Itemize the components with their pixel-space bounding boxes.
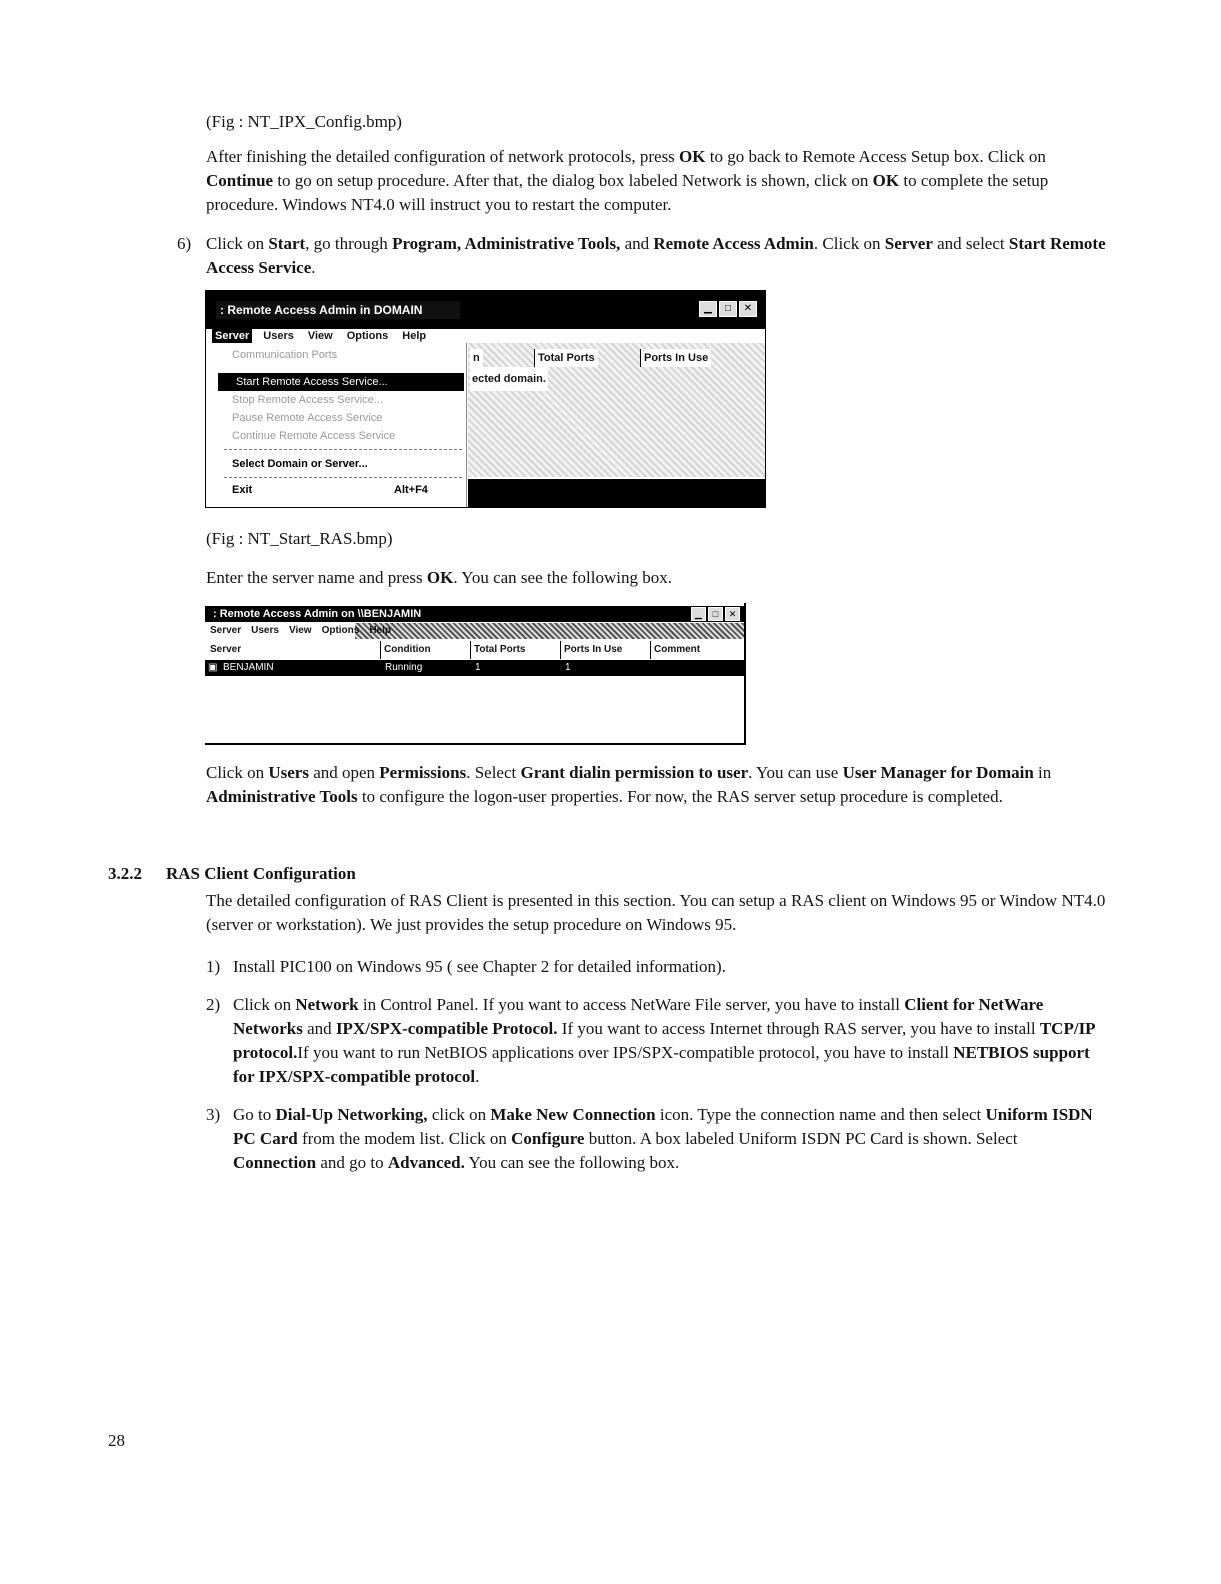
section-number: 3.2.2 [108, 864, 142, 883]
bold-uniform-isdn: Uniform ISDN PC Card [233, 1105, 1093, 1148]
column-server[interactable]: Server [210, 644, 242, 655]
bold-grant-dialin: Grant dialin permission to user [520, 763, 749, 782]
step-6-text [206, 232, 1106, 280]
item-1-text: Install PIC100 on Windows 95 ( see Chapter 2 for detailed information). [233, 957, 726, 976]
window-buttons [691, 607, 740, 621]
paragraph-after-ipx [206, 145, 1106, 217]
column-ports-in-use[interactable]: Ports In Use [560, 641, 622, 659]
bold-start-ras: Start Remote Access Service [206, 234, 1106, 277]
column-fragment: n [470, 349, 483, 367]
bold-permissions: Permissions [379, 763, 467, 782]
minimize-icon[interactable]: ▁ [691, 607, 706, 621]
window-title: : Remote Access Admin in DOMAIN [216, 301, 460, 319]
server-icon: ▣ [208, 662, 218, 673]
text: . [475, 1067, 480, 1086]
bold-admin-tools: Administrative Tools [206, 787, 358, 806]
pane-text: ected domain. [470, 367, 548, 391]
bold-configure: Configure [511, 1129, 585, 1148]
step-number: 6) [177, 234, 192, 253]
bold-netbios: NETBIOS support for IPX/SPX-compatible protocol [233, 1043, 1090, 1086]
window-frame-bottom [468, 479, 765, 507]
text: button. A box labeled Uniform ISDN PC Card is shown. Select [584, 1129, 1018, 1148]
text: Click on [206, 234, 269, 253]
text: If you want to run NetBIOS applications over IPS/SPX-compatible protocol, you have to install [297, 1043, 954, 1062]
menu-separator [224, 477, 462, 478]
close-icon[interactable]: ✕ [739, 301, 757, 317]
text: Click on [233, 995, 296, 1014]
column-ports-in-use[interactable]: Ports In Use [640, 349, 711, 367]
bold-ipx-spx: IPX/SPX-compatible Protocol. [335, 1019, 558, 1038]
bold-dialup: Dial-Up Networking, [275, 1105, 428, 1124]
menu-users[interactable]: Users [263, 330, 294, 342]
screenshot-start-ras [205, 290, 766, 508]
menu-bar [205, 623, 392, 639]
cell-total-ports: 1 [475, 662, 481, 673]
text: to go back to Remote Access Setup box. Click on [705, 147, 1046, 166]
text: and [302, 1019, 336, 1038]
bold-network: Network [295, 995, 359, 1014]
bold-program: Program, Administrative Tools, [392, 234, 621, 253]
text: Go to [233, 1105, 276, 1124]
menu-help[interactable]: Help [369, 625, 392, 636]
text: Enter the server name and press [206, 568, 427, 587]
menu-bar [206, 329, 765, 343]
bold-remote-access-admin: Remote Access Admin [653, 234, 814, 253]
cell-condition: Running [385, 662, 423, 673]
text: in Control Panel. If you want to access NetWare File server, you have to install [358, 995, 905, 1014]
menu-bar-background [355, 623, 744, 639]
exit-label: Exit [232, 484, 253, 496]
item-3-text [233, 1103, 1103, 1175]
column-condition[interactable]: Condition [380, 641, 431, 659]
title-bar [206, 291, 765, 329]
minimize-icon[interactable]: ▁ [699, 301, 717, 317]
maximize-icon[interactable]: □ [708, 607, 723, 621]
menu-item-start-ras[interactable]: Start Remote Access Service... [218, 373, 464, 391]
menu-help[interactable]: Help [402, 330, 427, 342]
text: You can see the following box. [464, 1153, 680, 1172]
item-number: 1) [206, 957, 221, 976]
section-heading [108, 862, 356, 886]
text: Click on [206, 763, 269, 782]
bold-users: Users [268, 763, 309, 782]
menu-options[interactable]: Options [321, 625, 360, 636]
maximize-icon[interactable]: □ [719, 301, 737, 317]
bold-ok: OK [872, 171, 900, 190]
bold-user-manager: User Manager for Domain [842, 763, 1034, 782]
text: and select [932, 234, 1009, 253]
server-list-pane [468, 343, 765, 477]
section-title: RAS Client Configuration [166, 864, 356, 883]
text: and go to [316, 1153, 388, 1172]
menu-item-continue-ras[interactable]: Continue Remote Access Service [232, 430, 396, 442]
exit-shortcut: Alt+F4 [394, 484, 428, 496]
screenshot-server-list [205, 603, 746, 745]
bold-start: Start [268, 234, 306, 253]
window-buttons [699, 301, 757, 317]
text: , go through [305, 234, 393, 253]
window-title: : Remote Access Admin on \\BENJAMIN [213, 608, 422, 620]
menu-separator [224, 449, 462, 450]
text: to configure the logon-user properties. For now, the RAS server setup procedure is completed. [357, 787, 1003, 806]
text: . Click on [813, 234, 885, 253]
fig-start-ras-caption: (Fig : NT_Start_RAS.bmp) [206, 529, 393, 548]
enter-server-text [206, 566, 1106, 590]
menu-item-communication-ports[interactable]: Communication Ports [232, 349, 338, 361]
section-intro: The detailed configuration of RAS Client is presented in this section. You can setup a RAS client on Windows 95 or Window NT4.0 (server or workstation). We just provides the setup procedure on Windows 95. [206, 891, 1106, 934]
menu-view[interactable]: View [288, 625, 312, 636]
text: icon. Type the connection name and then select [655, 1105, 986, 1124]
menu-view[interactable]: View [307, 330, 333, 342]
column-header-row [205, 641, 744, 659]
text: . Select [466, 763, 521, 782]
title-bar [205, 606, 744, 622]
bold-make-new-connection: Make New Connection [490, 1105, 656, 1124]
cell-server: BENJAMIN [223, 662, 274, 673]
column-total-ports[interactable]: Total Ports [470, 641, 525, 659]
text: click on [427, 1105, 491, 1124]
bold-continue: Continue [206, 171, 274, 190]
table-row[interactable] [205, 660, 744, 676]
menu-item-pause-ras[interactable]: Pause Remote Access Service [232, 412, 383, 424]
text: to go on setup procedure. After that, the dialog box labeled Network is shown, click on [273, 171, 873, 190]
cell-ports-in-use: 1 [565, 662, 571, 673]
text: After finishing the detailed configuration of network protocols, press [206, 147, 680, 166]
menu-server[interactable]: Server [210, 625, 242, 636]
column-comment[interactable]: Comment [650, 641, 700, 659]
users-permissions-text [206, 761, 1106, 809]
server-menu-dropdown [214, 343, 467, 507]
menu-server[interactable]: Server [212, 329, 252, 343]
bold-connection: Connection [233, 1153, 317, 1172]
menu-users[interactable]: Users [251, 625, 279, 636]
bold-ok: OK [679, 147, 706, 166]
text: If you want to access Internet through RAS server, you have to install [557, 1019, 1040, 1038]
text: . You can see the following box. [453, 568, 672, 587]
column-total-ports[interactable]: Total Ports [534, 349, 598, 367]
bold-tcp-ip: TCP/IP protocol. [233, 1019, 1095, 1062]
text: from the modem list. Click on [297, 1129, 512, 1148]
menu-item-select-domain[interactable]: Select Domain or Server... [232, 458, 368, 470]
menu-item-stop-ras[interactable]: Stop Remote Access Service... [232, 394, 384, 406]
bold-ok: OK [426, 568, 454, 587]
text: . [311, 258, 316, 277]
page-number: 28 [108, 1431, 125, 1450]
fig-ipx-caption: (Fig : NT_IPX_Config.bmp) [206, 112, 402, 131]
item-number: 2) [206, 995, 221, 1014]
item-number: 3) [206, 1105, 221, 1124]
text: to complete the setup procedure. Windows NT4.0 will instruct you to restart the computer. [206, 171, 1049, 214]
text: and open [308, 763, 380, 782]
bold-advanced: Advanced. [387, 1153, 465, 1172]
menu-options[interactable]: Options [346, 330, 389, 342]
item-2-text [233, 993, 1103, 1089]
bold-server: Server [884, 234, 933, 253]
close-icon[interactable]: ✕ [725, 607, 740, 621]
text: and [620, 234, 654, 253]
bold-client-netware: Client for NetWare Networks [233, 995, 1044, 1038]
text: . You can use [748, 763, 843, 782]
text: in [1033, 763, 1052, 782]
menu-item-exit[interactable] [214, 481, 464, 499]
